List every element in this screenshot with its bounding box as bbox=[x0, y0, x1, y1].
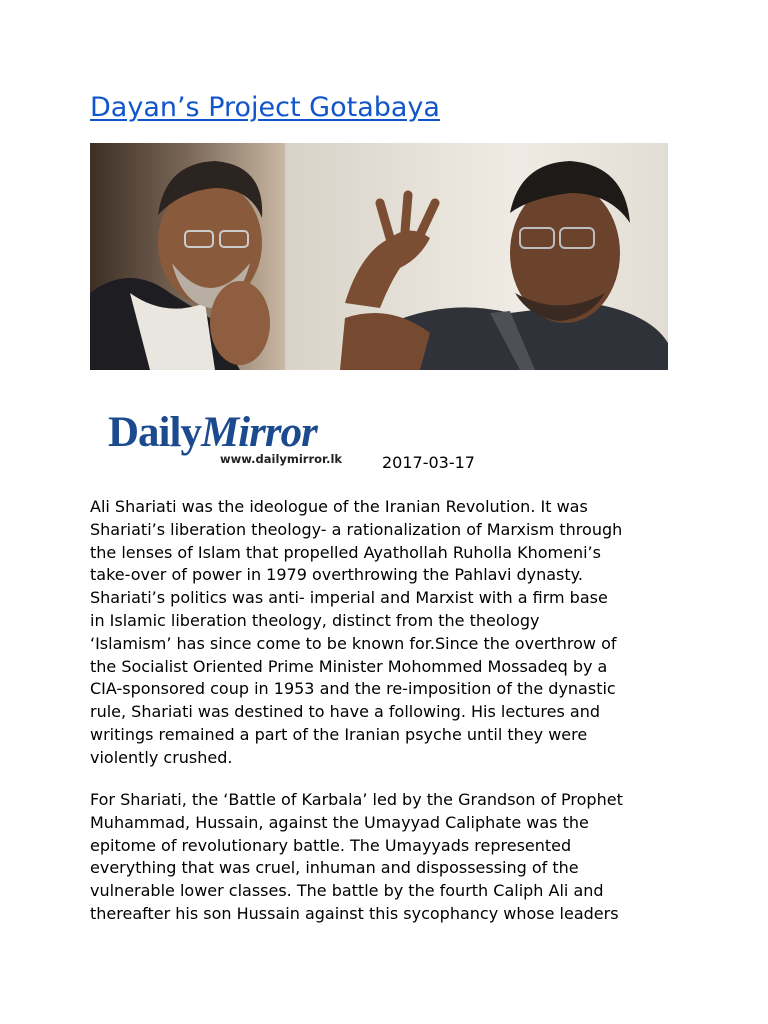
daily-mirror-logo bbox=[108, 408, 368, 470]
article-title-link[interactable]: Dayan’s Project Gotabaya bbox=[90, 92, 440, 123]
paragraph-line: thereafter his son Hussain against this sycophancy whose leaders bbox=[90, 903, 619, 923]
paragraph-line: Ali Shariati was the ideologue of the Iranian Revolution. It was bbox=[90, 497, 588, 516]
paragraph-2 bbox=[90, 789, 690, 926]
paragraph-line: epitome of revolutionary battle. The Umayyads represented bbox=[90, 835, 572, 855]
logo-wordmark: DailyMirror bbox=[108, 409, 317, 456]
paragraph-line: Shariati’s liberation theology- a rationalization of Marxism through bbox=[90, 519, 623, 539]
paragraph-line: in Islamic liberation theology, distinct from the theology bbox=[90, 610, 540, 630]
paragraph-line: rule, Shariati was destined to have a following. His lectures and bbox=[90, 702, 600, 722]
paragraph-line: violently crushed. bbox=[90, 747, 233, 767]
paragraph-1 bbox=[90, 496, 690, 770]
paragraph-line: take-over of power in 1979 overthrowing the Pahlavi dynasty. bbox=[90, 565, 583, 585]
paragraph-line: ‘Islamism’ has since come to be known for.Since the overthrow of bbox=[90, 633, 617, 653]
paragraph-line: Shariati’s politics was anti- imperial and Marxist with a firm base bbox=[90, 588, 608, 608]
paragraph-line: CIA-sponsored coup in 1953 and the re-imposition of the dynastic bbox=[90, 679, 616, 699]
logo-url: www.dailymirror.lk bbox=[220, 452, 343, 466]
paragraph-line: everything that was cruel, inhuman and dispossessing of the bbox=[90, 858, 579, 878]
paragraph-line: vulnerable lower classes. The battle by the fourth Caliph Ali and bbox=[90, 881, 604, 901]
article-photo bbox=[90, 143, 668, 370]
paragraph-line: Muhammad, Hussain, against the Umayyad Caliphate was the bbox=[90, 812, 589, 832]
article-date: 2017-03-17 bbox=[382, 453, 475, 472]
paragraph-line: the Socialist Oriented Prime Minister Mohommed Mossadeq by a bbox=[90, 656, 608, 676]
paragraph-line: writings remained a part of the Iranian psyche until they were bbox=[90, 724, 588, 744]
paragraph-line: For Shariati, the ‘Battle of Karbala’ led by the Grandson of Prophet bbox=[90, 790, 623, 809]
paragraph-line: the lenses of Islam that propelled Ayathollah Ruholla Khomeni’s bbox=[90, 542, 601, 562]
